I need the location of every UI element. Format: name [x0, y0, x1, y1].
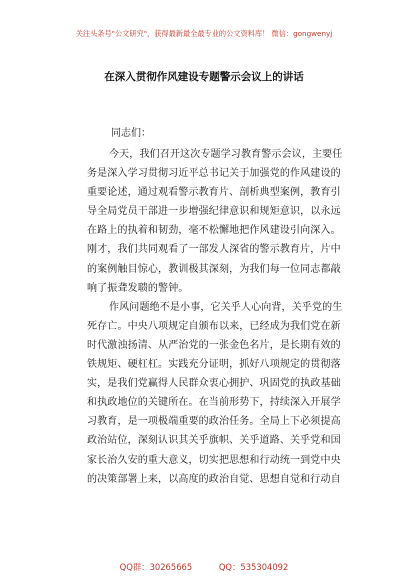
body-line: 和执政地位的关键所在。在当前形势下，持续深入开展学 [87, 397, 341, 409]
body-line: 导全局党员干部进一步增强纪律意识和规矩意识，以永远 [87, 206, 341, 218]
body-line: 在路上的执着和韧劲，毫不松懈地把作风建设引向深入。 [87, 225, 341, 237]
document-title: 在深入贯彻作风建设专题警示会议上的讲话 [104, 71, 304, 83]
salutation: 同志们： [111, 128, 151, 139]
body-line: 家长治久安的重大意义，切实把思想和行动统一到党中央 [87, 454, 341, 466]
body-line: 作风问题绝不是小事，它关乎人心向背，关乎党的生 [109, 301, 343, 313]
body-line: 政治站位，深刻认识其关乎旗帜、关乎道路、关乎党和国 [87, 435, 341, 447]
body-line: 铁规矩、硬杠杠。实践充分证明，抓好八项规定的贯彻落 [87, 359, 341, 371]
body-line: 重要论述，通过观看警示教育片、剖析典型案例，教育引 [87, 187, 341, 199]
document-body [87, 145, 343, 489]
body-line: 实，是我们党赢得人民群众衷心拥护、巩固党的执政基础 [87, 378, 341, 390]
body-line: 死存亡。中央八项规定自颁布以来，已经成为我们党在新 [87, 320, 341, 332]
body-line: 的决策部署上来，以高度的政治自觉、思想自觉和行动自 [87, 473, 341, 485]
body-line: 刚才，我们共同观看了一部发人深省的警示教育片，片中 [87, 244, 341, 256]
body-line: 今天，我们召开这次专题学习教育警示会议，主要任 [109, 149, 343, 160]
body-line: 响了振聋发聩的警钟。 [87, 282, 189, 294]
body-line: 时代激浊扬清、从严治党的一张金色名片，是长期有效的 [87, 339, 341, 351]
body-line: 务是深入学习贯彻习近平总书记关于加强党的作风建设的 [87, 168, 341, 180]
footer-contact: QQ群：30265665 QQ：535304092 [119, 562, 289, 572]
body-line: 习教育，是一项极端重要的政治任务。全局上下必须提高 [87, 416, 341, 428]
header-note: 关注头条号"公文研究"，获得最新最全最专业的公文资料库！ 微信：gongwenyj [75, 29, 333, 38]
body-line: 的案例触目惊心，教训极其深刻，为我们每一位同志都敲 [87, 263, 341, 275]
